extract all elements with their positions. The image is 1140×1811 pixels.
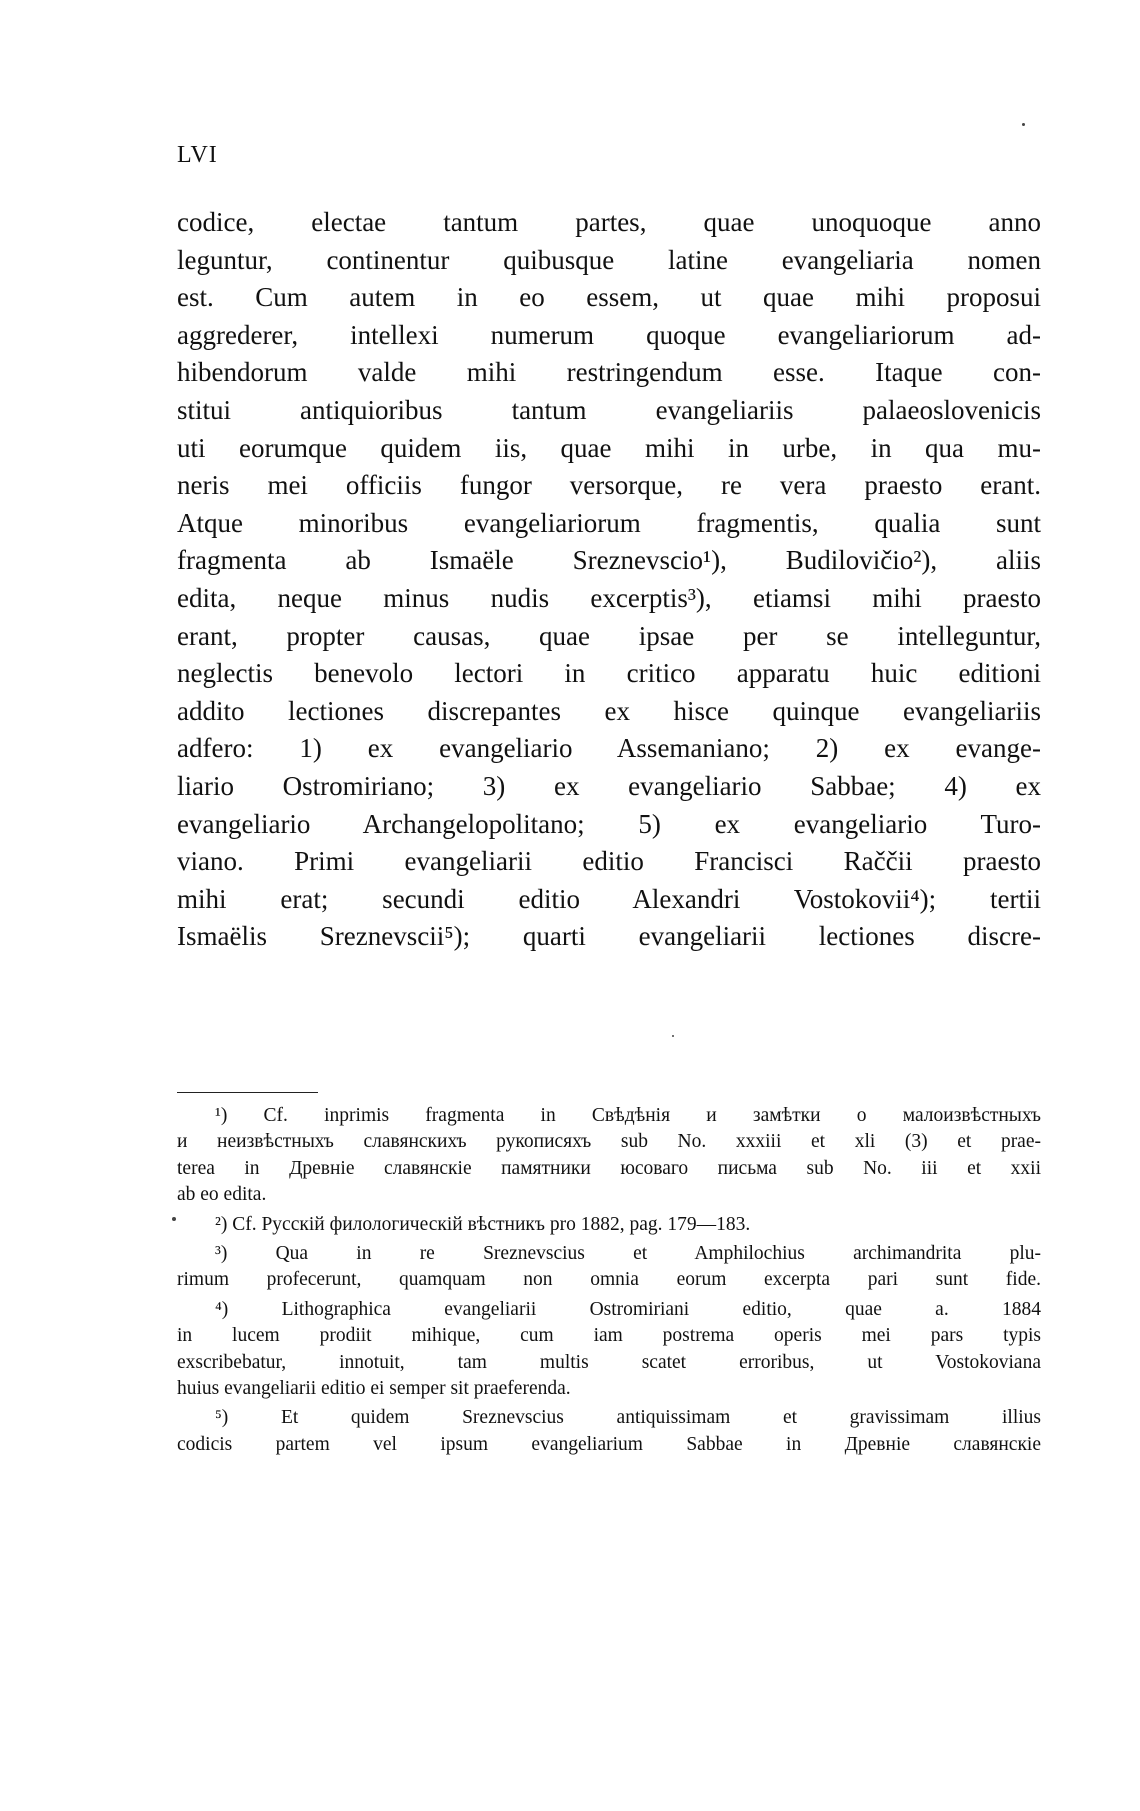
body-line: erant, propter causas, quae ipsae per se intelleguntur, xyxy=(177,620,1041,651)
body-line: adfero: 1) ex evangeliario Assemaniano; 2) ex evange- xyxy=(177,733,1041,764)
page-number: LVI xyxy=(177,142,218,168)
footnote-line: codicis partem vel ipsum evangeliarium Sabbae in Древніе славянскіе xyxy=(177,1433,1041,1455)
body-line: uti eorumque quidem iis, quae mihi in urbe, in qua mu- xyxy=(177,432,1041,463)
body-line: viano. Primi evangeliarii editio Francisci Raččii praesto xyxy=(177,846,1041,877)
body-line: hibendorum valde mihi restringendum esse. Itaque con- xyxy=(177,357,1041,388)
footnote-line: и неизвѣстныхъ славянскихъ рукописяхъ sub No. xxxiii et xli (3) et prae- xyxy=(177,1131,1041,1153)
body-line: fragmenta ab Ismaële Sreznevscio¹), Budilovičio²), aliis xyxy=(177,545,1041,576)
footnotes xyxy=(177,1103,1041,1458)
footnote-line: ²) Cf. Русскій филологическій вѣстникъ pro 1882, pag. 179—183. xyxy=(215,1213,751,1235)
footnote-line: ⁵) Et quidem Sreznevscius antiquissimam et gravissimam illius xyxy=(215,1407,1041,1429)
scan-speck xyxy=(172,1217,176,1221)
body-line: aggrederer, intellexi numerum quoque evangeliariorum ad- xyxy=(177,319,1041,350)
body-line: mihi erat; secundi editio Alexandri Vostokovii⁴); tertii xyxy=(177,883,1041,914)
footnote-5 xyxy=(177,1405,1041,1458)
body-line: Ismaëlis Sreznevscii⁵); quarti evangeliarii lectiones discre- xyxy=(177,921,1041,952)
footnote-2 xyxy=(177,1212,1041,1238)
footnote-line: ¹) Cf. inprimis fragmenta in Свѣдѣнія и замѣтки о малоизвѣстныхъ xyxy=(215,1105,1041,1126)
footnote-line: in lucem prodiit mihique, cum iam postrema operis mei pars typis xyxy=(177,1325,1041,1347)
footnote-3 xyxy=(177,1241,1041,1294)
body-line: codice, electae tantum partes, quae unoquoque anno xyxy=(177,207,1041,237)
footnote-line: ³) Qua in re Sreznevscius et Amphilochius archimandrita plu- xyxy=(215,1242,1041,1264)
footnote-line: huius evangeliarii editio ei semper sit praeferenda. xyxy=(177,1377,571,1399)
scan-speck xyxy=(672,1035,674,1037)
body-line: addito lectiones discrepantes ex hisce quinque evangeliariis xyxy=(177,695,1041,726)
body-line: leguntur, continentur quibusque latine evangeliaria nomen xyxy=(177,244,1041,275)
body-line: neglectis benevolo lectori in critico apparatu huic editioni xyxy=(177,658,1041,689)
body-line: edita, neque minus nudis excerptis³), etiamsi mihi praesto xyxy=(177,582,1041,613)
body-line: liario Ostromiriano; 3) ex evangeliario Sabbae; 4) ex xyxy=(177,770,1041,801)
body-line: est. Cum autem in eo essem, ut quae mihi proposui xyxy=(177,282,1041,313)
footnote-1 xyxy=(177,1103,1041,1209)
body-line: evangeliario Archangelopolitano; 5) ex evangeliario Turo- xyxy=(177,808,1041,839)
footnote-line: exscribebatur, innotuit, tam multis scatet erroribus, ut Vostokoviana xyxy=(177,1351,1041,1373)
footnote-line: ⁴) Lithographica evangeliarii Ostromiriani editio, quae a. 1884 xyxy=(215,1298,1041,1320)
footnote-separator-rule xyxy=(177,1092,318,1093)
body-line: stitui antiquioribus tantum evangeliariis palaeoslovenicis xyxy=(177,394,1041,425)
body-line: Atque minoribus evangeliariorum fragmentis, qualia sunt xyxy=(177,507,1041,538)
scan-speck xyxy=(1022,123,1025,126)
footnote-line: ab eo edita. xyxy=(177,1184,267,1206)
footnote-line: rimum profecerunt, quamquam non omnia eorum excerpta pari sunt fide. xyxy=(177,1269,1041,1291)
footnote-line: terea in Древніе славянскіе памятники юсоваго письма sub No. iii et xxii xyxy=(177,1157,1041,1179)
body-line: neris mei officiis fungor versorque, re vera praesto erant. xyxy=(177,470,1041,501)
body-text xyxy=(177,204,1041,956)
footnote-4 xyxy=(177,1297,1041,1403)
